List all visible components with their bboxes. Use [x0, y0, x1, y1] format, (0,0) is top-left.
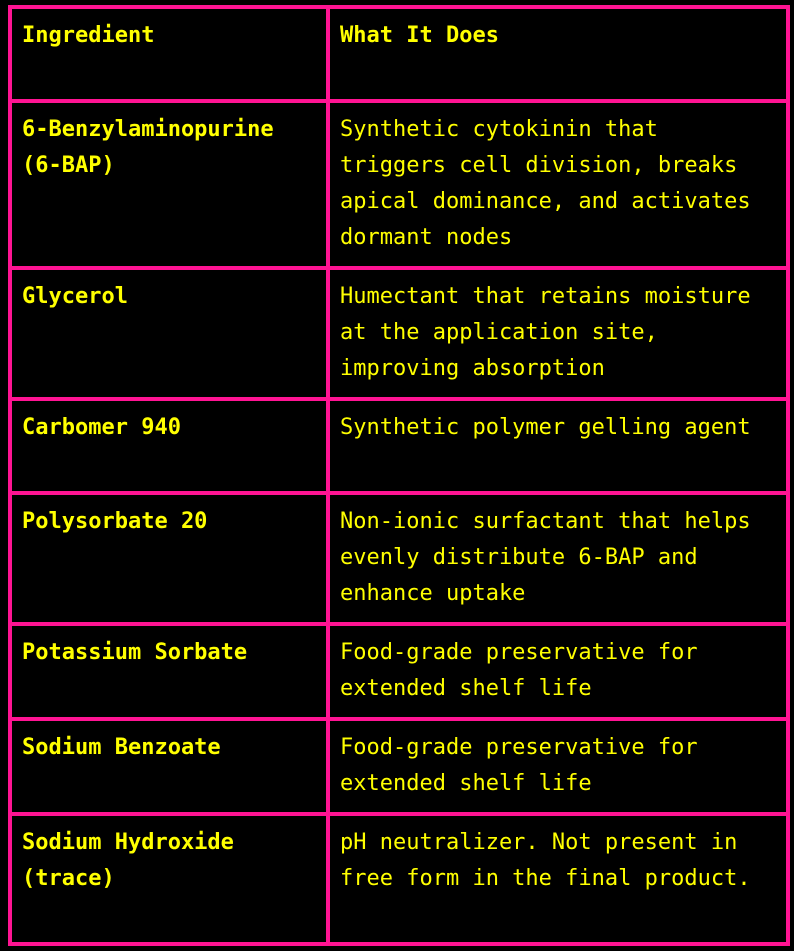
ingredients-table-container: [8, 5, 786, 946]
table-row: [10, 624, 788, 719]
table-row: [10, 493, 788, 624]
ingredient-cell: Potassium Sorbate: [10, 624, 328, 719]
description-cell: Synthetic cytokinin that triggers cell division, breaks apical dominance, and activates dormant nodes: [328, 101, 788, 268]
table-row: [10, 719, 788, 814]
description-cell: pH neutralizer. Not present in free form in the final product.: [328, 814, 788, 944]
description-cell: Non-ionic surfactant that helps evenly distribute 6-BAP and enhance uptake: [328, 493, 788, 624]
table-row: [10, 814, 788, 944]
header-what-it-does: What It Does: [328, 7, 788, 101]
ingredient-cell: Glycerol: [10, 268, 328, 399]
ingredient-cell: Carbomer 940: [10, 399, 328, 493]
ingredient-cell: 6-Benzylaminopurine (6-BAP): [10, 101, 328, 268]
table-row: [10, 101, 788, 268]
description-cell: Humectant that retains moisture at the application site, improving absorption: [328, 268, 788, 399]
ingredient-cell: Sodium Hydroxide (trace): [10, 814, 328, 944]
table-header-row: [10, 7, 788, 101]
description-cell: Food-grade preservative for extended shelf life: [328, 624, 788, 719]
table-row: [10, 399, 788, 493]
ingredient-cell: Polysorbate 20: [10, 493, 328, 624]
header-ingredient: Ingredient: [10, 7, 328, 101]
ingredients-table: [8, 5, 790, 946]
description-cell: Synthetic polymer gelling agent: [328, 399, 788, 493]
table-row: [10, 268, 788, 399]
ingredient-cell: Sodium Benzoate: [10, 719, 328, 814]
description-cell: Food-grade preservative for extended shelf life: [328, 719, 788, 814]
